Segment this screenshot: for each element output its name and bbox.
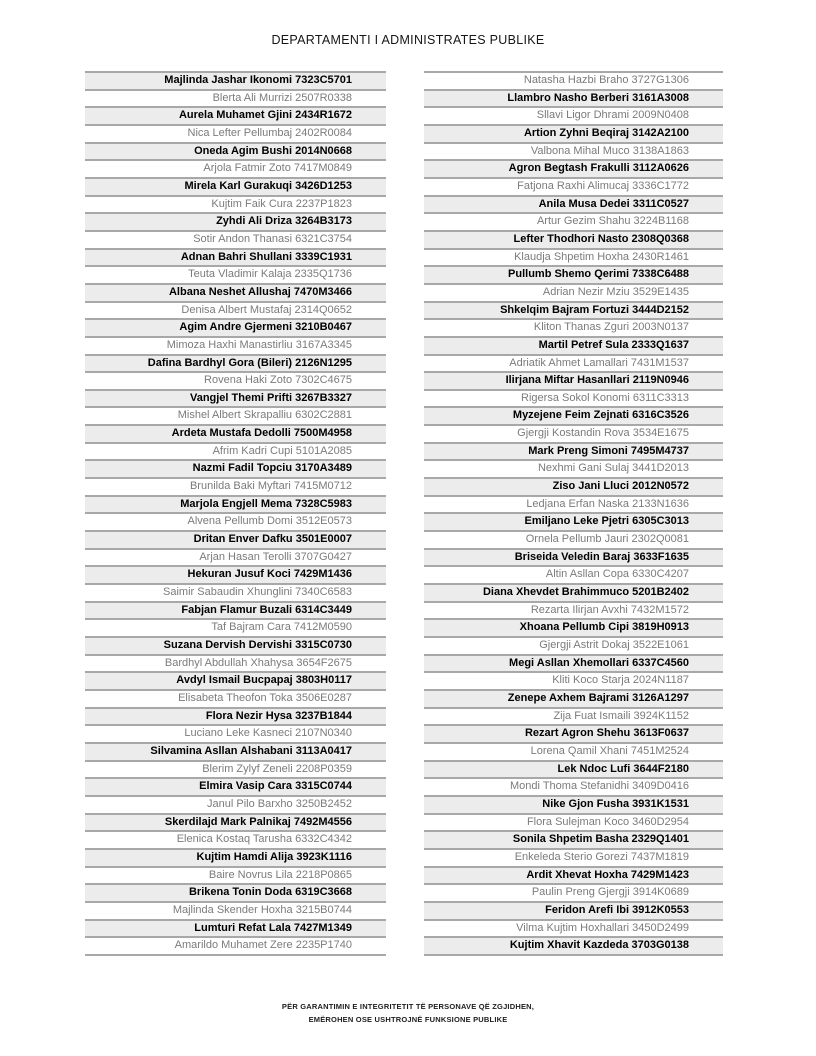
table-row: Saimir Sabaudin Xhunglini 7340C6583 — [85, 585, 386, 603]
table-row: Lumturi Refat Lala 7427M1349 — [85, 921, 386, 939]
table-row: Briseida Veledin Baraj 3633F1635 — [424, 550, 723, 568]
table-row: Emiljano Leke Pjetri 6305C3013 — [424, 514, 723, 532]
table-row: Amarildo Muhamet Zere 2235P1740 — [85, 938, 386, 956]
table-row: Pullumb Shemo Qerimi 7338C6488 — [424, 267, 723, 285]
table-row: Vilma Kujtim Hoxhallari 3450D2499 — [424, 921, 723, 939]
table-row: Fatjona Raxhi Alimucaj 3336C1772 — [424, 179, 723, 197]
table-row: Ardit Xhevat Hoxha 7429M1423 — [424, 868, 723, 886]
table-row: Zija Fuat Ismaili 3924K1152 — [424, 709, 723, 727]
table-row: Dafina Bardhyl Gora (Bileri) 2126N1295 — [85, 356, 386, 374]
table-row: Flora Nezir Hysa 3237B1844 — [85, 709, 386, 727]
table-row: Kujtim Hamdi Alija 3923K1116 — [85, 850, 386, 868]
table-row: Sotir Andon Thanasi 6321C3754 — [85, 232, 386, 250]
table-row: Nexhmi Gani Sulaj 3441D2013 — [424, 461, 723, 479]
table-row: Lefter Thodhori Nasto 2308Q0368 — [424, 232, 723, 250]
table-row: Rezart Agron Shehu 3613F0637 — [424, 726, 723, 744]
table-row: Ziso Jani Lluci 2012N0572 — [424, 479, 723, 497]
page-title: DEPARTAMENTI I ADMINISTRATES PUBLIKE — [271, 33, 545, 47]
table-row: Gjergji Astrit Dokaj 3522E1061 — [424, 638, 723, 656]
table-row: Lorena Qamil Xhani 7451M2524 — [424, 744, 723, 762]
table-row: Adnan Bahri Shullani 3339C1931 — [85, 250, 386, 268]
table-row: Lek Ndoc Lufi 3644F2180 — [424, 762, 723, 780]
table-row: Arjola Fatmir Zoto 7417M0849 — [85, 161, 386, 179]
table-row: Taf Bajram Cara 7412M0590 — [85, 620, 386, 638]
table-row: Brunilda Baki Myftari 7415M0712 — [85, 479, 386, 497]
table-row: Skerdilajd Mark Palnikaj 7492M4556 — [85, 815, 386, 833]
table-row: Elmira Vasip Cara 3315C0744 — [85, 779, 386, 797]
table-row: Fabjan Flamur Buzali 6314C3449 — [85, 603, 386, 621]
table-row: Rovena Haki Zoto 7302C4675 — [85, 373, 386, 391]
name-table-left — [85, 71, 386, 956]
table-row: Zyhdi Ali Driza 3264B3173 — [85, 214, 386, 232]
table-row: Agim Andre Gjermeni 3210B0467 — [85, 320, 386, 338]
table-row: Shkelqim Bajram Fortuzi 3444D2152 — [424, 303, 723, 321]
table-row: Artur Gezim Shahu 3224B1168 — [424, 214, 723, 232]
table-row: Bardhyl Abdullah Xhahysa 3654F2675 — [85, 656, 386, 674]
table-row: Suzana Dervish Dervishi 3315C0730 — [85, 638, 386, 656]
table-row: Martil Petref Sula 2333Q1637 — [424, 338, 723, 356]
table-row: Klaudja Shpetim Hoxha 2430R1461 — [424, 250, 723, 268]
table-row: Janul Pilo Barxho 3250B2452 — [85, 797, 386, 815]
table-row: Sllavi Ligor Dhrami 2009N0408 — [424, 108, 723, 126]
table-row: Megi Asllan Xhemollari 6337C4560 — [424, 656, 723, 674]
table-row: Rigersa Sokol Konomi 6311C3313 — [424, 391, 723, 409]
table-row: Altin Asllan Copa 6330C4207 — [424, 567, 723, 585]
table-row: Brikena Tonin Doda 6319C3668 — [85, 885, 386, 903]
table-row: Elisabeta Theofon Toka 3506E0287 — [85, 691, 386, 709]
table-row: Xhoana Pellumb Cipi 3819H0913 — [424, 620, 723, 638]
table-row: Kujtim Xhavit Kazdeda 3703G0138 — [424, 938, 723, 956]
table-row: Valbona Mihal Muco 3138A1863 — [424, 144, 723, 162]
table-row: Luciano Leke Kasneci 2107N0340 — [85, 726, 386, 744]
table-row: Diana Xhevdet Brahimmuco 5201B2402 — [424, 585, 723, 603]
table-row: Nike Gjon Fusha 3931K1531 — [424, 797, 723, 815]
table-row: Myzejene Feim Zejnati 6316C3526 — [424, 408, 723, 426]
table-row: Nazmi Fadil Topciu 3170A3489 — [85, 461, 386, 479]
table-row: Kliton Thanas Zguri 2003N0137 — [424, 320, 723, 338]
table-row: Silvamina Asllan Alshabani 3113A0417 — [85, 744, 386, 762]
table-row: Aurela Muhamet Gjini 2434R1672 — [85, 108, 386, 126]
table-row: Afrim Kadri Cupi 5101A2085 — [85, 444, 386, 462]
table-row: Feridon Arefi Ibi 3912K0553 — [424, 903, 723, 921]
table-row: Flora Sulejman Koco 3460D2954 — [424, 815, 723, 833]
table-row: Avdyl Ismail Bucpapaj 3803H0117 — [85, 673, 386, 691]
table-row: Ardeta Mustafa Dedolli 7500M4958 — [85, 426, 386, 444]
table-row: Anila Musa Dedei 3311C0527 — [424, 197, 723, 215]
table-row: Oneda Agim Bushi 2014N0668 — [85, 144, 386, 162]
footer-line-2: EMËROHEN OSE USHTROJNË FUNKSIONE PUBLIKE — [308, 1015, 508, 1024]
table-row: Dritan Enver Dafku 3501E0007 — [85, 532, 386, 550]
table-row: Sonila Shpetim Basha 2329Q1401 — [424, 832, 723, 850]
table-row: Llambro Nasho Berberi 3161A3008 — [424, 91, 723, 109]
table-row: Baire Novrus Lila 2218P0865 — [85, 868, 386, 886]
table-row: Nica Lefter Pellumbaj 2402R0084 — [85, 126, 386, 144]
table-row: Mark Preng Simoni 7495M4737 — [424, 444, 723, 462]
table-row: Ledjana Erfan Naska 2133N1636 — [424, 497, 723, 515]
table-row: Alvena Pellumb Domi 3512E0573 — [85, 514, 386, 532]
table-row: Kliti Koco Starja 2024N1187 — [424, 673, 723, 691]
table-row: Kujtim Faik Cura 2237P1823 — [85, 197, 386, 215]
table-row: Artion Zyhni Beqiraj 3142A2100 — [424, 126, 723, 144]
table-row: Hekuran Jusuf Koci 7429M1436 — [85, 567, 386, 585]
table-row: Blerta Ali Murrizi 2507R0338 — [85, 91, 386, 109]
table-row: Gjergji Kostandin Rova 3534E1675 — [424, 426, 723, 444]
table-row: Adrian Nezir Mziu 3529E1435 — [424, 285, 723, 303]
table-row: Arjan Hasan Terolli 3707G0427 — [85, 550, 386, 568]
table-row: Ornela Pellumb Jauri 2302Q0081 — [424, 532, 723, 550]
table-row: Enkeleda Sterio Gorezi 7437M1819 — [424, 850, 723, 868]
footer-line-1: PËR GARANTIMIN E INTEGRITETIT TË PERSONAVE QË ZGJIDHEN, — [281, 1002, 535, 1011]
table-row: Majlinda Jashar Ikonomi 7323C5701 — [85, 73, 386, 91]
table-row: Paulin Preng Gjergji 3914K0689 — [424, 885, 723, 903]
table-row: Vangjel Themi Prifti 3267B3327 — [85, 391, 386, 409]
table-row: Ilirjana Miftar Hasanllari 2119N0946 — [424, 373, 723, 391]
table-row: Majlinda Skender Hoxha 3215B0744 — [85, 903, 386, 921]
table-row: Mimoza Haxhi Manastirliu 3167A3345 — [85, 338, 386, 356]
table-row: Blerim Zylyf Zeneli 2208P0359 — [85, 762, 386, 780]
footer-note — [0, 1000, 816, 1026]
table-row: Albana Neshet Allushaj 7470M3466 — [85, 285, 386, 303]
table-row: Mirela Karl Gurakuqi 3426D1253 — [85, 179, 386, 197]
table-row: Mishel Albert Skrapalliu 6302C2881 — [85, 408, 386, 426]
table-row: Teuta Vladimir Kalaja 2335Q1736 — [85, 267, 386, 285]
table-row: Rezarta Ilirjan Avxhi 7432M1572 — [424, 603, 723, 621]
table-row: Zenepe Axhem Bajrami 3126A1297 — [424, 691, 723, 709]
table-row: Marjola Engjell Mema 7328C5983 — [85, 497, 386, 515]
table-row: Agron Begtash Frakulli 3112A0626 — [424, 161, 723, 179]
name-table-right — [424, 71, 723, 956]
table-row: Mondi Thoma Stefanidhi 3409D0416 — [424, 779, 723, 797]
table-row: Elenica Kostaq Tarusha 6332C4342 — [85, 832, 386, 850]
table-row: Denisa Albert Mustafaj 2314Q0652 — [85, 303, 386, 321]
table-row: Adriatik Ahmet Lamallari 7431M1537 — [424, 356, 723, 374]
table-row: Natasha Hazbi Braho 3727G1306 — [424, 73, 723, 91]
